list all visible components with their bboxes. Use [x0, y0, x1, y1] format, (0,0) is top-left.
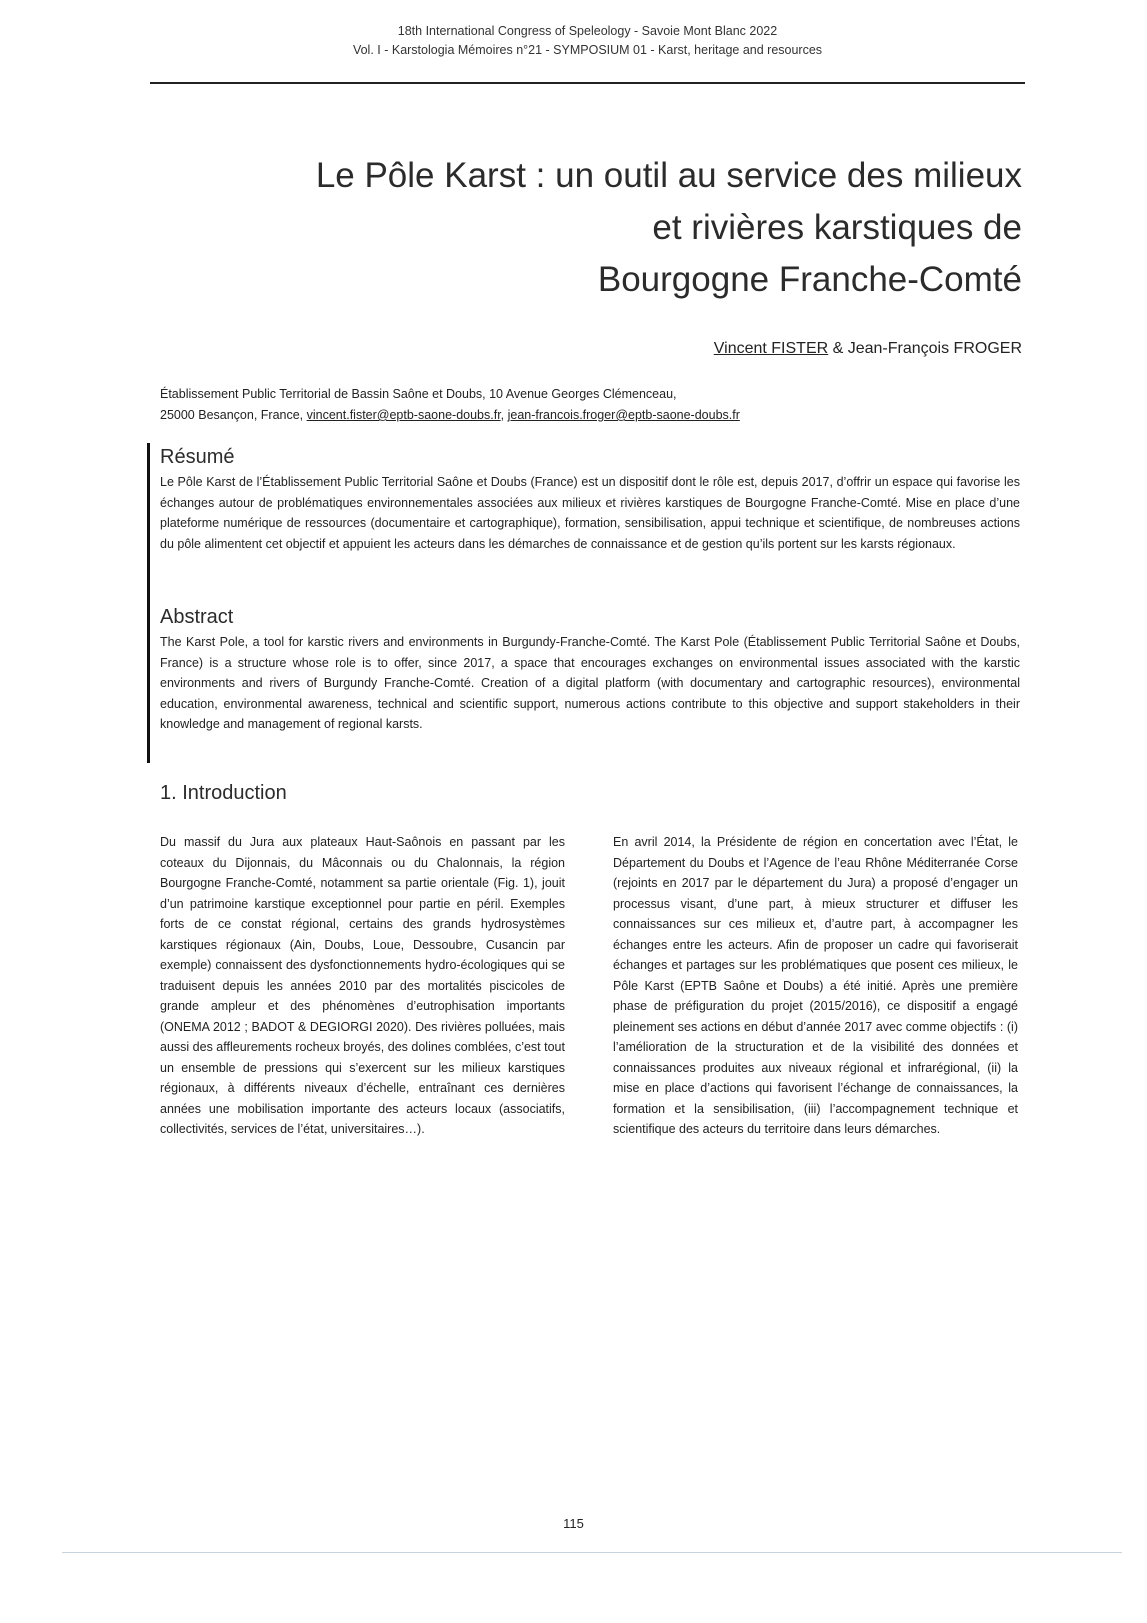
affiliation-line-2: [160, 405, 1020, 426]
footer-divider: [62, 1552, 1122, 1553]
email-separator: ,: [500, 408, 508, 422]
affiliation-address: 25000 Besançon, France,: [160, 408, 307, 422]
affiliation-line-1: Établissement Public Territorial de Bassin Saône et Doubs, 10 Avenue Georges Clémenceau,: [160, 387, 677, 401]
email-link-1[interactable]: vincent.fister@eptb-saone-doubs.fr: [306, 408, 501, 422]
author-2: Jean-François FROGER: [847, 340, 1022, 357]
resume-section: [160, 446, 1020, 554]
resume-text: Le Pôle Karst de l’Établissement Public Territorial Saône et Doubs (France) est un dispositif dont le rôle est, depuis 2017, d’offrir un espace qui favorise les échanges autour de problématiques environnementales associées aux milieux et rivières karstiques de Bourgogne Franche-Comté. Mise en place d’une plateforme numérique de ressources (documentaire et cartographique), formation, sensibilisation, appui technique et scientifique, de nombreuses actions du pôle alimentent cet objectif et appuient les acteurs dans les démarches de connaissance et de gestion qu’ils portent sur les karsts régionaux.: [160, 475, 1020, 551]
introduction-column-left: [160, 832, 565, 1140]
title-line-3: Bourgogne Franche-Comté: [597, 260, 1022, 299]
page-number: 115: [563, 1516, 584, 1531]
author-separator: &: [828, 340, 848, 357]
abstract-heading: Abstract: [160, 606, 234, 628]
author-1: Vincent FISTER: [713, 340, 829, 357]
running-header: [150, 22, 1025, 60]
introduction-heading: 1. Introduction: [160, 782, 287, 804]
affiliation: [160, 384, 1020, 426]
abstract-text: The Karst Pole, a tool for karstic rivers and environments in Burgundy-Franche-Comté. The Karst Pole (Établissement Public Territorial Saône et Doubs, France) is a structure whose role is to offer, since 2017, a space that encourages exchanges on environmental issues associated with the karstic environments and rivers of Burgundy Franche-Comté. Creation of a digital platform (with documentary and cartographic resources), environmental education, environmental awareness, technical and scientific support, numerous actions contribute to this objective and support stakeholders in their knowledge and management of regional karsts.: [160, 635, 1020, 731]
title-line-2: et rivières karstiques de: [652, 208, 1022, 247]
introduction-column-right: [613, 832, 1018, 1140]
email-link-2[interactable]: jean-francois.froger@eptb-saone-doubs.fr: [507, 408, 740, 422]
header-divider: [150, 82, 1025, 84]
abstract-side-bar: [147, 443, 150, 763]
resume-heading: Résumé: [160, 446, 235, 468]
authors: [400, 340, 1022, 358]
introduction-paragraph-1: Du massif du Jura aux plateaux Haut-Saônois en passant par les coteaux du Dijonnais, du Mâconnais ou du Chalonnais, la région Bourgogne Franche-Comté, notamment sa partie orientale (Fig. 1), jouit d’un patrimoine karstique exceptionnel pour partie en péril. Exemples forts de ce constat régional, certains des grands hydrosystèmes karstiques régionaux (Ain, Doubs, Loue, Dessoubre, Cusancin par exemple) connaissent des dysfonctionnements hydro-écologiques qui se traduisent depuis les années 2010 par des mortalités piscicoles de grande ampleur et des phénomènes d’eutrophisation importants (ONEMA 2012 ; BADOT & DEGIORGI 2020). Des rivières polluées, mais aussi des affleurements rocheux broyés, des dolines comblées, c’est tout un ensemble de pressions qui s’exercent sur les milieux karstiques régionaux, à différents niveaux d’échelle, entraînant ces dernières années une mobilisation importante des acteurs locaux (associatifs, collectivités, services de l’état, universitaires…).: [160, 835, 565, 1136]
abstract-section: [160, 606, 1020, 735]
title-line-1: Le Pôle Karst : un outil au service des milieux: [315, 156, 1022, 195]
introduction-paragraph-2: En avril 2014, la Présidente de région en concertation avec l’État, le Département du Doubs et l’Agence de l’eau Rhône Méditerranée Corse (rejoints en 2017 par le département du Jura) a proposé d’engager un processus visant, d’une part, à mieux structurer et diffuser les connaissances sur ces milieux et, d’autre part, à accompagner les échanges entre les acteurs. Afin de proposer un cadre qui favoriserait échanges et partages sur les problématiques que posent ces milieux, le Pôle Karst (EPTB Saône et Doubs) a été initié. Après une première phase de préfiguration du projet (2015/2016), ce dispositif a engagé pleinement ses actions en début d’année 2017 avec comme objectifs : (i) l’amélioration de la structuration et de la visibilité des données et connaissances produites aux niveaux régional et infrarégional, (ii) la mise en place d’actions qui favorisent l’échange de connaissances, la formation et la sensibilisation, (iii) l’accompagnement technique et scientifique des acteurs du territoire dans leurs démarches.: [613, 835, 1018, 1136]
header-line-2: Vol. I - Karstologia Mémoires n°21 - SYMPOSIUM 01 - Karst, heritage and resources: [352, 43, 823, 57]
paper-title: [150, 150, 1022, 306]
header-line-1: 18th International Congress of Speleology - Savoie Mont Blanc 2022: [397, 24, 778, 38]
